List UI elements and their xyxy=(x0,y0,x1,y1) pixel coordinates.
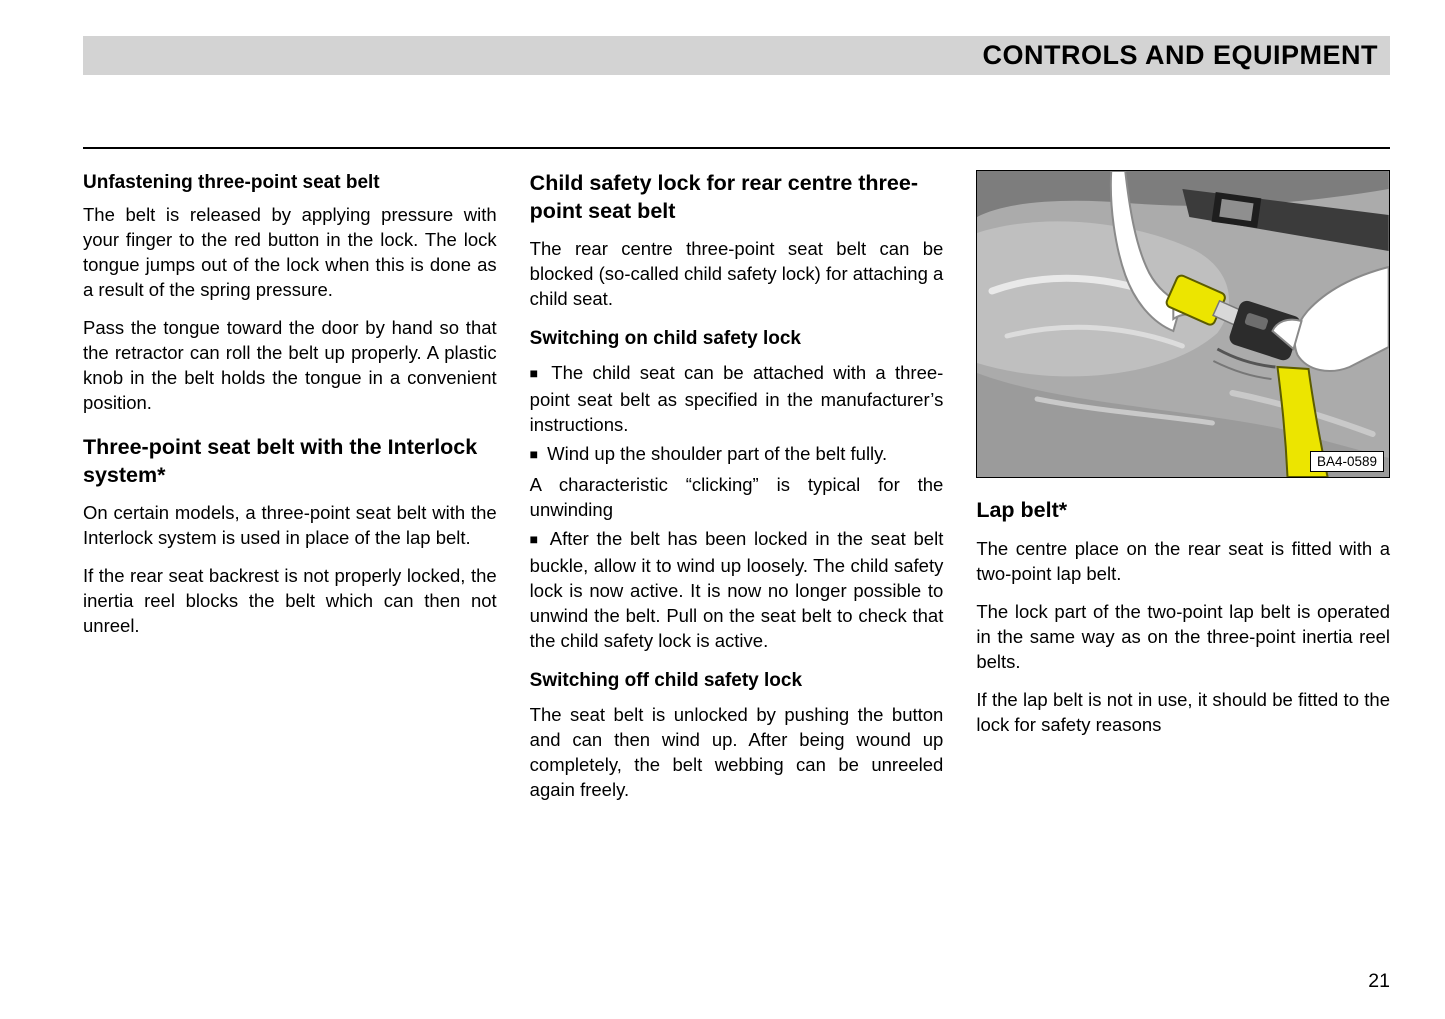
bullet-text: After the belt has been locked in the seat belt buckle, allow it to wind up loosely. The child safety lock is now active. It is now no longer possible to unwind the belt. Pull on the seat belt to check that the child safety lock is active. xyxy=(529,528,944,651)
heading-switching-on: Switching on child safety lock xyxy=(529,328,801,349)
paragraph: The rear centre three-point seat belt can be blocked (so-called child safety lock) for attaching a child seat. xyxy=(529,238,944,309)
note-text: A characteristic “clicking” is typical for the unwinding xyxy=(529,474,944,520)
bullet-item xyxy=(530,441,944,468)
column-center xyxy=(530,170,944,815)
header-bar xyxy=(83,36,1390,75)
column-left xyxy=(83,170,497,815)
figure-label: BA4-0589 xyxy=(1310,451,1384,472)
column-right xyxy=(976,170,1390,815)
content-columns xyxy=(83,170,1390,815)
bullet-text: The child seat can be attached with a three-point seat belt as specified in the manufacturer’s instructions. xyxy=(529,362,944,435)
square-bullet-icon: ■ xyxy=(529,446,539,462)
paragraph: The seat belt is unlocked by pushing the button and can then wind up. After being wound up completely, the belt webbing can be unreeled again freely. xyxy=(529,704,944,800)
paragraph: The centre place on the rear seat is fitted with a two-point lap belt. xyxy=(976,537,1391,584)
heading-child-safety-lock: Child safety lock for rear centre three-point seat belt xyxy=(529,171,918,223)
heading-unfastening: Unfastening three-point seat belt xyxy=(83,172,380,193)
square-bullet-icon: ■ xyxy=(529,531,541,547)
square-bullet-icon: ■ xyxy=(529,365,543,381)
paragraph: If the lap belt is not in use, it should be fitted to the lock for safety reasons xyxy=(976,688,1391,735)
heading-switching-off: Switching off child safety lock xyxy=(529,670,803,691)
chapter-title: CONTROLS AND EQUIPMENT xyxy=(982,40,1378,70)
paragraph: Pass the tongue toward the door by hand so that the retractor can roll the belt up properly. A plastic knob in the belt holds the tongue in a convenient position. xyxy=(83,317,497,413)
page-number: 21 xyxy=(1368,970,1390,992)
paragraph: The lock part of the two-point lap belt is operated in the same way as on the three-point inertia reel belts. xyxy=(976,600,1391,672)
bullet-item xyxy=(530,526,944,653)
paragraph: On certain models, a three-point seat belt with the Interlock system is used in place of the lap belt. xyxy=(83,502,497,548)
bullet-item xyxy=(530,360,944,437)
header-rule xyxy=(83,147,1390,149)
paragraph: The belt is released by applying pressure with your finger to the red button in the lock. The lock tongue jumps out of the lock when this is done as a result of the spring pressure. xyxy=(83,204,497,300)
figure xyxy=(976,170,1390,478)
heading-lap-belt: Lap belt* xyxy=(976,498,1068,522)
heading-interlock: Three-point seat belt with the Interlock system* xyxy=(83,435,478,487)
paragraph: If the rear seat backrest is not properly locked, the inertia reel blocks the belt which can then not unreel. xyxy=(83,565,497,636)
bullet-text: Wind up the shoulder part of the belt fully. xyxy=(547,443,888,464)
seat-belt-illustration xyxy=(977,171,1389,477)
